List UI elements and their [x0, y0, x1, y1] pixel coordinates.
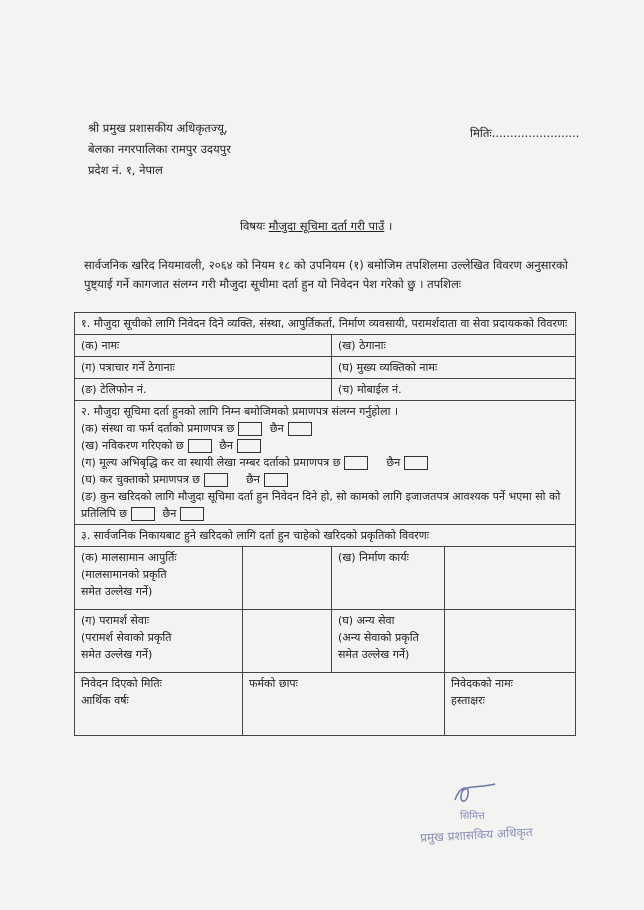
firm-stamp-cell: फर्मको छापः	[243, 673, 445, 736]
works-value[interactable]	[445, 547, 576, 610]
addressee-line-1: श्री प्रमुख प्रशासकीय अधिकृतज्यू,	[88, 121, 228, 135]
certificate-row: (क) संस्था वा फर्म दर्ताको प्रमाणपत्र छ छैन	[81, 420, 569, 437]
addressee-line-2: बेलका नगरपालिका रामपुर उदयपुर	[88, 142, 231, 156]
address-field: (ख) ठेगानाः	[332, 335, 576, 357]
section1-title: १. मौजुदा सूचीको लागि निवेदन दिने व्यक्ति, संस्था, आपुर्तिकर्ता, निर्माण व्यवसायी, परामर्शदाता वा सेवा प्रदायकको विवरणः	[75, 313, 576, 335]
section2	[75, 401, 576, 525]
consulting-value[interactable]	[243, 610, 332, 673]
mail-address-field: (ग) पत्राचार गर्ने ठेगानाः	[75, 357, 332, 379]
signature-icon	[450, 780, 500, 810]
yes-checkbox[interactable]	[188, 439, 212, 453]
no-checkbox[interactable]	[404, 456, 428, 470]
stamp-line-2: प्रमुख प्रशासकिय अधिकृत	[419, 825, 533, 845]
other-service-value[interactable]	[445, 610, 576, 673]
certificate-row: (घ) कर चुक्ताको प्रमाणपत्र छ छैन	[81, 471, 569, 488]
yes-checkbox[interactable]	[344, 456, 368, 470]
goods-value[interactable]	[243, 547, 332, 610]
no-checkbox[interactable]	[288, 422, 312, 436]
key-person-field: (घ) मुख्य व्यक्तिको नामः	[332, 357, 576, 379]
goods-label: (क) मालसामान आपुर्तिः (मालसामानको प्रकृति समेत उल्लेख गर्ने)	[75, 547, 243, 610]
date-field: मितिः........................	[470, 126, 580, 140]
subject-line	[240, 219, 392, 234]
telephone-field: (ङ) टेलिफोन नं.	[75, 379, 332, 401]
no-checkbox[interactable]	[264, 473, 288, 487]
certificate-row: (ग) मूल्य अभिबृद्धि कर वा स्थायी लेखा नम्बर दर्ताको प्रमाणपत्र छ छैन	[81, 454, 569, 471]
addressee-block	[88, 118, 231, 181]
yes-checkbox[interactable]	[238, 422, 262, 436]
details-table	[74, 312, 576, 736]
certificate-row: (ख) नविकरण गरिएको छ छैन	[81, 437, 569, 454]
no-checkbox[interactable]	[237, 439, 261, 453]
official-stamp	[420, 780, 590, 860]
date-fiscal-cell: निवेदन दिएको मितिः आर्थिक वर्षः	[75, 673, 243, 736]
mobile-field: (च) मोबाईल नं.	[332, 379, 576, 401]
subject-prefix: विषयः	[240, 219, 266, 233]
other-service-label: (घ) अन्य सेवा (अन्य सेवाको प्रकृति समेत उल्लेख गर्ने)	[332, 610, 445, 673]
subject-text: मौजुदा सूचिमा दर्ता गरी पाउँ	[268, 219, 385, 233]
section3-title: ३. सार्वजनिक निकायबाट हुने खरिदको लागि दर्ता हुन चाहेको खरिदको प्रकृतिको विवरणः	[75, 525, 576, 547]
applicant-cell: निवेदकको नामः हस्ताक्षरः	[445, 673, 576, 736]
no-checkbox[interactable]	[180, 507, 204, 521]
certificate-row: (ङ) कुन खरिदको लागि मौजुदा सूचिमा दर्ता हुन निवेदन दिने हो, सो कामको लागि इजाजतपत्र आवश्यक पर्ने भएमा सो को प्रतिलिपि छ छैन	[81, 490, 561, 520]
works-label: (ख) निर्माण कार्यः	[332, 547, 445, 610]
addressee-line-3: प्रदेश नं. १, नेपाल	[88, 163, 163, 177]
consulting-label: (ग) परामर्श सेवाः (परामर्श सेवाको प्रकृति समेत उल्लेख गर्ने)	[75, 610, 243, 673]
yes-checkbox[interactable]	[204, 473, 228, 487]
name-field: (क) नामः	[75, 335, 332, 357]
stamp-line-1: सिमित्त	[460, 811, 485, 822]
yes-checkbox[interactable]	[131, 507, 155, 521]
section2-title: २. मौजुदा सूचिमा दर्ता हुनको लागि निम्न बमोजिमको प्रमाणपत्र संलग्न गर्नुहोला ।	[81, 405, 399, 418]
intro-paragraph: सार्वजनिक खरिद नियमावली, २०६४ को नियम १८ को उपनियम (१) बमोजिम तपशिलमा उल्लेखित विवरण अनुसारको पुष्ट्याई गर्ने कागजात संलग्न गरी मौजुदा सूचीमा दर्ता हुन यो निवेदन पेश गरेको छु । तपशिलः	[84, 258, 568, 291]
subject-suffix: ।	[387, 219, 393, 233]
